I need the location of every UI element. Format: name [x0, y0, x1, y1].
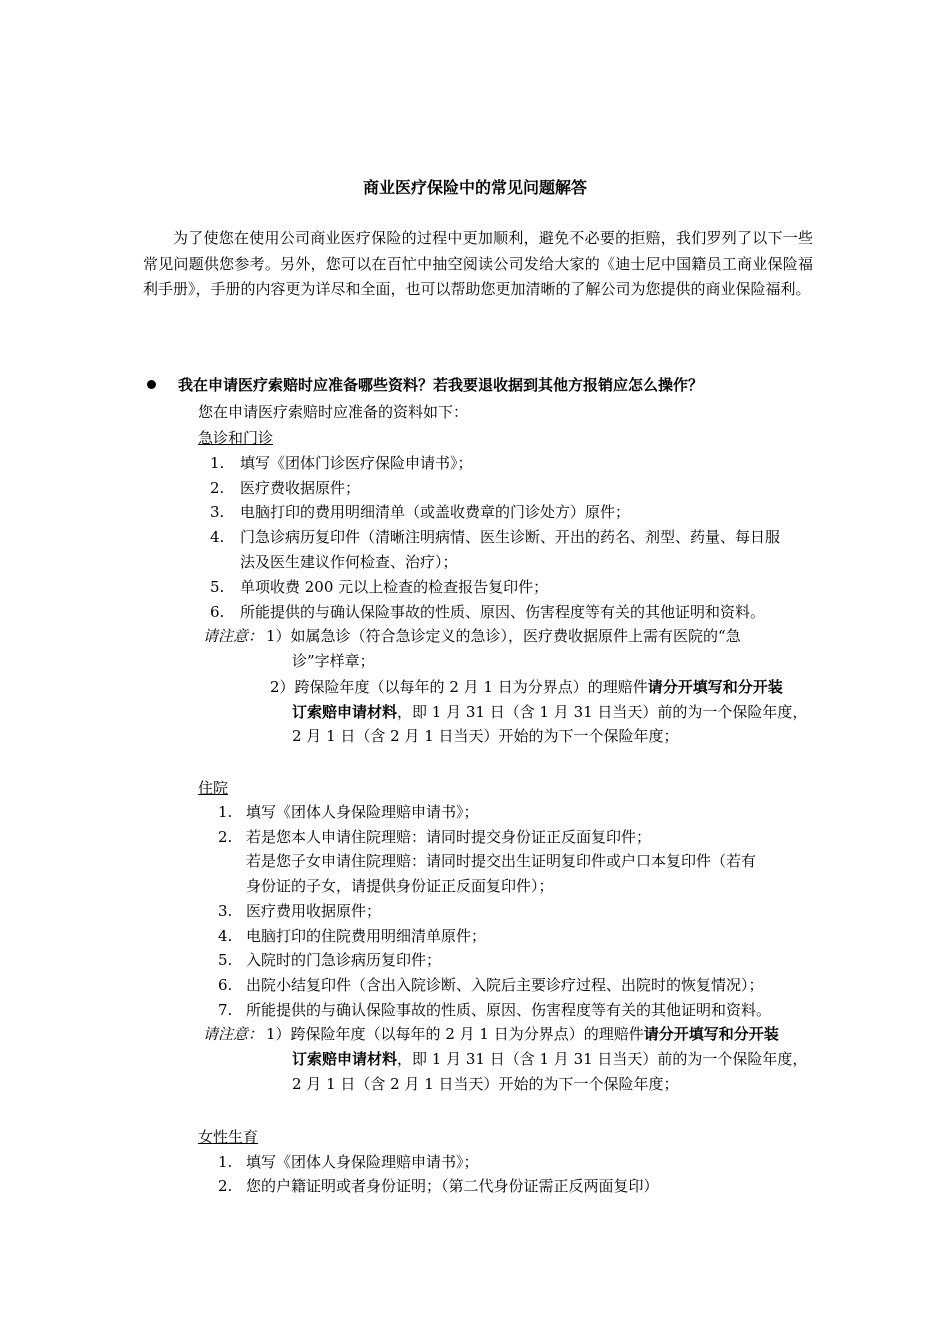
list-item-number: 1.: [218, 803, 233, 821]
note-line: [292, 700, 807, 724]
list-item-number: 5.: [218, 951, 233, 969]
note-line: 1）如属急诊（符合急诊定义的急诊），医疗费收据原件上需有医院的“急: [266, 627, 741, 645]
list-item: 所能提供的与确认保险事故的性质、原因、伤害程度等有关的其他证明和资料。: [240, 603, 766, 621]
list-item: 电脑打印的住院费用明细清单原件；: [246, 927, 487, 945]
intro-paragraph: 为了使您在使用公司商业医疗保险的过程中更加顺利，避免不必要的拒赔，我们罗列了以下一些常见问题供您参考。另外，您可以在百忙中抽空阅读公司发给大家的《迪士尼中国籍员工商业保险福利手册》，手册的内容更为详尽和全面，也可以帮助您更加清晰的了解公司为您提供的商业保险福利。: [143, 229, 813, 298]
list-item: 填写《团体人身保险理赔申请书》；: [246, 803, 479, 821]
list-item: 若是您本人申请住院理赔：请同时提交身份证正反面复印件；: [246, 828, 652, 846]
list-item-number: 1.: [210, 454, 225, 472]
list-item-continuation: 身份证的子女，请提供身份证正反面复印件）；: [246, 877, 554, 895]
note-label: 请注意：: [203, 627, 264, 645]
list-item-continuation: 法及医生建议作何检查、治疗）；: [240, 553, 458, 571]
bullet-icon: [147, 380, 156, 389]
list-item-number: 4.: [210, 528, 225, 546]
list-item-number: 6.: [210, 603, 225, 621]
section-heading-inpatient: 住院: [198, 779, 229, 797]
list-item-number: 3.: [210, 503, 225, 521]
list-item: 电脑打印的费用明细清单（或盖收费章的门诊处方）原件；: [240, 503, 631, 521]
list-item-number: 2.: [218, 1177, 233, 1195]
list-item: 您的户籍证明或者身份证明；（第二代身份证需正反两面复印）: [246, 1177, 659, 1195]
note-line: [266, 1022, 779, 1046]
list-item: 医疗费用收据原件；: [246, 902, 382, 920]
note-emphasis: 请分开填写和分开装: [647, 678, 783, 696]
list-item-number: 7.: [218, 1001, 233, 1019]
list-item: 填写《团体门诊医疗保险申请书》；: [240, 454, 473, 472]
list-item: 入院时的门急诊病历复印件；: [246, 951, 442, 969]
note-text: 2）跨保险年度（以每年的 2 月 1 日为分界点）的理赔件: [270, 678, 648, 696]
list-item-number: 2.: [218, 828, 233, 846]
note-line: 诊”字样章；: [292, 652, 375, 670]
note-emphasis: 订索赔申请材料: [292, 1050, 398, 1068]
note-text: ，即 1 月 31 日（含 1 月 31 日当天）前的为一个保险年度，: [397, 1050, 808, 1068]
answer-intro: 您在申请医疗索赔时应准备的资料如下：: [198, 403, 469, 421]
note-line: 2 月 1 日（含 2 月 1 日当天）开始的为下一个保险年度；: [292, 727, 679, 745]
note-text: 1）跨保险年度（以每年的 2 月 1 日为分界点）的理赔件: [266, 1025, 644, 1043]
note-emphasis: 订索赔申请材料: [292, 703, 398, 721]
list-item: 单项收费 200 元以上检查的检查报告复印件；: [240, 578, 549, 596]
list-item-number: 4.: [218, 927, 233, 945]
note-label: 请注意：: [203, 1025, 264, 1043]
list-item: 所能提供的与确认保险事故的性质、原因、伤害程度等有关的其他证明和资料。: [246, 1001, 772, 1019]
note-line: [270, 675, 783, 699]
list-item-continuation: 若是您子女申请住院理赔：请同时提交出生证明复印件或户口本复印件（若有: [246, 852, 757, 870]
note-line: 2 月 1 日（含 2 月 1 日当天）开始的为下一个保险年度；: [292, 1075, 679, 1093]
page-title: 商业医疗保险中的常见问题解答: [362, 178, 587, 197]
list-item-number: 1.: [218, 1153, 233, 1171]
note-emphasis: 请分开填写和分开装: [643, 1025, 779, 1043]
list-item-number: 2.: [210, 479, 225, 497]
list-item: 门急诊病历复印件（清晰注明病情、医生诊断、开出的药名、剂型、药量、每日服: [240, 528, 781, 546]
list-item: 医疗费收据原件；: [240, 479, 361, 497]
question-heading: 我在申请医疗索赔时应准备哪些资料？若我要退收据到其他方报销应怎么操作？: [178, 376, 704, 394]
note-line: [292, 1047, 807, 1071]
list-item-number: 6.: [218, 976, 233, 994]
list-item-number: 5.: [210, 578, 225, 596]
note-text: ，即 1 月 31 日（含 1 月 31 日当天）前的为一个保险年度，: [397, 703, 808, 721]
list-item-number: 3.: [218, 902, 233, 920]
section-heading-outpatient: 急诊和门诊: [198, 429, 274, 447]
list-item: 出院小结复印件（含出入院诊断、入院后主要诊疗过程、出院时的恢复情况）；: [246, 976, 764, 994]
section-heading-maternity: 女性生育: [198, 1128, 259, 1146]
list-item: 填写《团体人身保险理赔申请书》；: [246, 1153, 479, 1171]
